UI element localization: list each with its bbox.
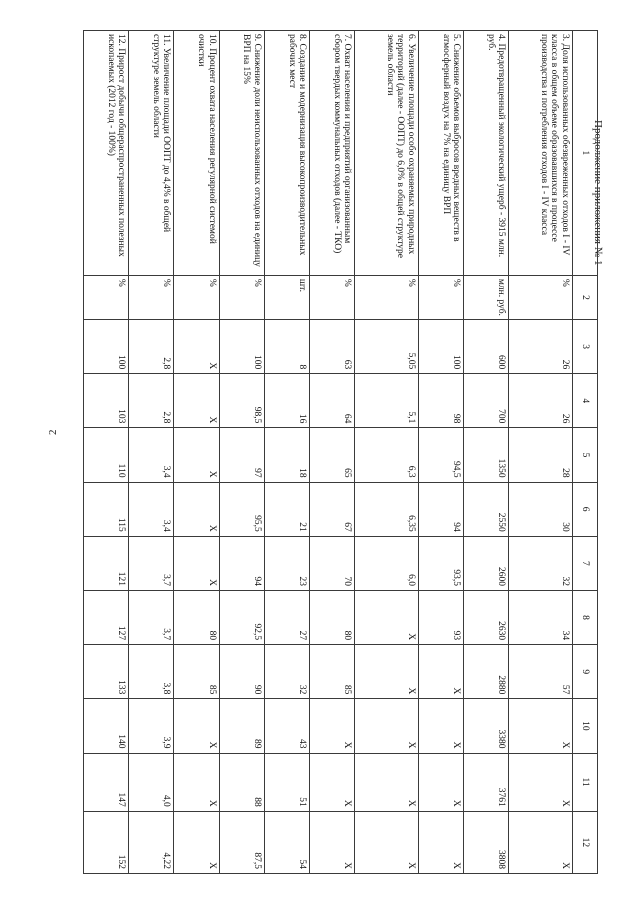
table-row	[219, 31, 264, 874]
indicator-label: 6. Увеличение площади особо охраняемых природных территорий (далее - ООПТ) до 6,0% в общей структуре земель области	[355, 31, 419, 276]
unit-cell: %	[219, 275, 264, 319]
value-cell: 92,5	[219, 590, 264, 644]
value-cell: 8	[264, 320, 309, 374]
page-number: 2	[47, 429, 59, 435]
value-cell: 90	[219, 645, 264, 699]
value-cell: 6,3	[355, 428, 419, 482]
value-cell: 133	[84, 645, 129, 699]
value-cell: 65	[310, 428, 355, 482]
value-cell: 89	[219, 699, 264, 753]
unit-cell: %	[84, 275, 129, 319]
value-cell: X	[355, 811, 419, 873]
value-cell: X	[418, 753, 463, 811]
value-cell: X	[174, 428, 219, 482]
value-cell: 2880	[464, 645, 509, 699]
value-cell: 2600	[464, 536, 509, 590]
value-cell: 103	[84, 374, 129, 428]
value-cell: 5,1	[355, 374, 419, 428]
value-cell: 4,22	[129, 811, 174, 873]
value-cell: 26	[509, 320, 573, 374]
column-header: 5	[573, 428, 598, 482]
value-cell: 94,5	[418, 428, 463, 482]
value-cell: 3380	[464, 699, 509, 753]
value-cell: 600	[464, 320, 509, 374]
value-cell: 1350	[464, 428, 509, 482]
indicator-label: 10. Процент охвата населения регулярной системой очистки	[174, 31, 219, 276]
column-header: 3	[573, 320, 598, 374]
value-cell: X	[310, 811, 355, 873]
value-cell: 98	[418, 374, 463, 428]
column-header: 6	[573, 482, 598, 536]
unit-cell: %	[509, 275, 573, 319]
value-cell: 3,8	[129, 645, 174, 699]
column-header: 7	[573, 536, 598, 590]
value-cell: 32	[509, 536, 573, 590]
value-cell: 93	[418, 590, 463, 644]
value-cell: 100	[219, 320, 264, 374]
value-cell: 2550	[464, 482, 509, 536]
value-cell: X	[174, 699, 219, 753]
value-cell: 5,05	[355, 320, 419, 374]
column-header: 9	[573, 645, 598, 699]
value-cell: 147	[84, 753, 129, 811]
value-cell: X	[310, 753, 355, 811]
column-header: 2	[573, 275, 598, 319]
table-row	[84, 31, 129, 874]
value-cell: 110	[84, 428, 129, 482]
value-cell: X	[509, 753, 573, 811]
value-cell: X	[509, 699, 573, 753]
value-cell: 57	[509, 645, 573, 699]
value-cell: 87,5	[219, 811, 264, 873]
value-cell: 80	[174, 590, 219, 644]
unit-cell: %	[129, 275, 174, 319]
value-cell: 3,9	[129, 699, 174, 753]
value-cell: 85	[310, 645, 355, 699]
value-cell: 70	[310, 536, 355, 590]
value-cell: X	[509, 811, 573, 873]
value-cell: X	[174, 320, 219, 374]
column-header: 4	[573, 374, 598, 428]
unit-cell: шт.	[264, 275, 309, 319]
unit-cell: %	[310, 275, 355, 319]
indicator-label: 11. Увеличение площади ООПТ до 4,4% в общей структуре земель области	[129, 31, 174, 276]
indicator-label: 3. Доля использованных обезвреженных отходов I - IV класса в общем объеме образовавшихся в процессе производства и потребления отходов I - IV класса	[509, 31, 573, 276]
page-header: Продолжение приложения № 1	[592, 120, 604, 266]
value-cell: 64	[310, 374, 355, 428]
value-cell: 26	[509, 374, 573, 428]
value-cell: 100	[84, 320, 129, 374]
value-cell: 6,35	[355, 482, 419, 536]
value-cell: 43	[264, 699, 309, 753]
value-cell: 94	[418, 482, 463, 536]
value-cell: 140	[84, 699, 129, 753]
column-header: 8	[573, 590, 598, 644]
table-row	[264, 31, 309, 874]
value-cell: 2630	[464, 590, 509, 644]
table-row	[418, 31, 463, 874]
value-cell: 6,0	[355, 536, 419, 590]
value-cell: 98,5	[219, 374, 264, 428]
indicator-label: 8. Создание и модернизация высокопроизводительных рабочих мест	[264, 31, 309, 276]
value-cell: 152	[84, 811, 129, 873]
value-cell: X	[174, 753, 219, 811]
value-cell: 3,7	[129, 590, 174, 644]
value-cell: 97	[219, 428, 264, 482]
value-cell: 700	[464, 374, 509, 428]
indicator-table	[83, 30, 598, 874]
value-cell: 3761	[464, 753, 509, 811]
value-cell: X	[355, 645, 419, 699]
value-cell: 95,5	[219, 482, 264, 536]
value-cell: 3,7	[129, 536, 174, 590]
column-header: 10	[573, 699, 598, 753]
value-cell: X	[174, 536, 219, 590]
value-cell: 30	[509, 482, 573, 536]
table-header-row	[573, 31, 598, 874]
value-cell: 3,4	[129, 428, 174, 482]
value-cell: X	[174, 811, 219, 873]
value-cell: X	[418, 699, 463, 753]
rotated-table-wrapper	[83, 30, 598, 874]
value-cell: X	[174, 482, 219, 536]
indicator-label: 9. Снижение доли неиспользованных отходов на единицу ВРП на 15%	[219, 31, 264, 276]
table-row	[355, 31, 419, 874]
value-cell: 93,5	[418, 536, 463, 590]
value-cell: X	[355, 590, 419, 644]
indicator-label: 12. Прирост добычи общераспространенных полезных ископаемых (2012 год - 100%)	[84, 31, 129, 276]
value-cell: 28	[509, 428, 573, 482]
value-cell: X	[418, 645, 463, 699]
value-cell: 121	[84, 536, 129, 590]
table-row	[464, 31, 509, 874]
table-row	[509, 31, 573, 874]
value-cell: 63	[310, 320, 355, 374]
indicator-label: 5. Снижение объемов выбросов вредных веществ в атмосферный воздух на 7% на единицу ВРП	[418, 31, 463, 276]
value-cell: X	[174, 374, 219, 428]
value-cell: 85	[174, 645, 219, 699]
value-cell: 67	[310, 482, 355, 536]
value-cell: 54	[264, 811, 309, 873]
value-cell: 51	[264, 753, 309, 811]
value-cell: 88	[219, 753, 264, 811]
table-row	[129, 31, 174, 874]
indicator-label: 7. Охват населения и предприятий организованным сбором твердых коммунальных отходов (далее - ТКО)	[310, 31, 355, 276]
value-cell: 16	[264, 374, 309, 428]
value-cell: 3808	[464, 811, 509, 873]
value-cell: 127	[84, 590, 129, 644]
value-cell: 34	[509, 590, 573, 644]
value-cell: 94	[219, 536, 264, 590]
value-cell: 100	[418, 320, 463, 374]
value-cell: 23	[264, 536, 309, 590]
value-cell: 32	[264, 645, 309, 699]
table-body	[84, 31, 573, 874]
unit-cell: %	[355, 275, 419, 319]
value-cell: 115	[84, 482, 129, 536]
indicator-label: 4. Предотвращенный экологический ущерб - 3915 млн. руб.	[464, 31, 509, 276]
unit-cell: %	[418, 275, 463, 319]
value-cell: 2,8	[129, 374, 174, 428]
value-cell: 3,4	[129, 482, 174, 536]
unit-cell: млн. руб.	[464, 275, 509, 319]
table-row	[174, 31, 219, 874]
column-header: 11	[573, 753, 598, 811]
value-cell: X	[355, 699, 419, 753]
value-cell: X	[355, 753, 419, 811]
value-cell: 4,0	[129, 753, 174, 811]
value-cell: 80	[310, 590, 355, 644]
value-cell: X	[310, 699, 355, 753]
value-cell: 2,8	[129, 320, 174, 374]
value-cell: 18	[264, 428, 309, 482]
value-cell: 27	[264, 590, 309, 644]
unit-cell: %	[174, 275, 219, 319]
column-header: 12	[573, 811, 598, 873]
value-cell: 21	[264, 482, 309, 536]
table-row	[310, 31, 355, 874]
column-header: 1	[573, 31, 598, 276]
value-cell: X	[418, 811, 463, 873]
